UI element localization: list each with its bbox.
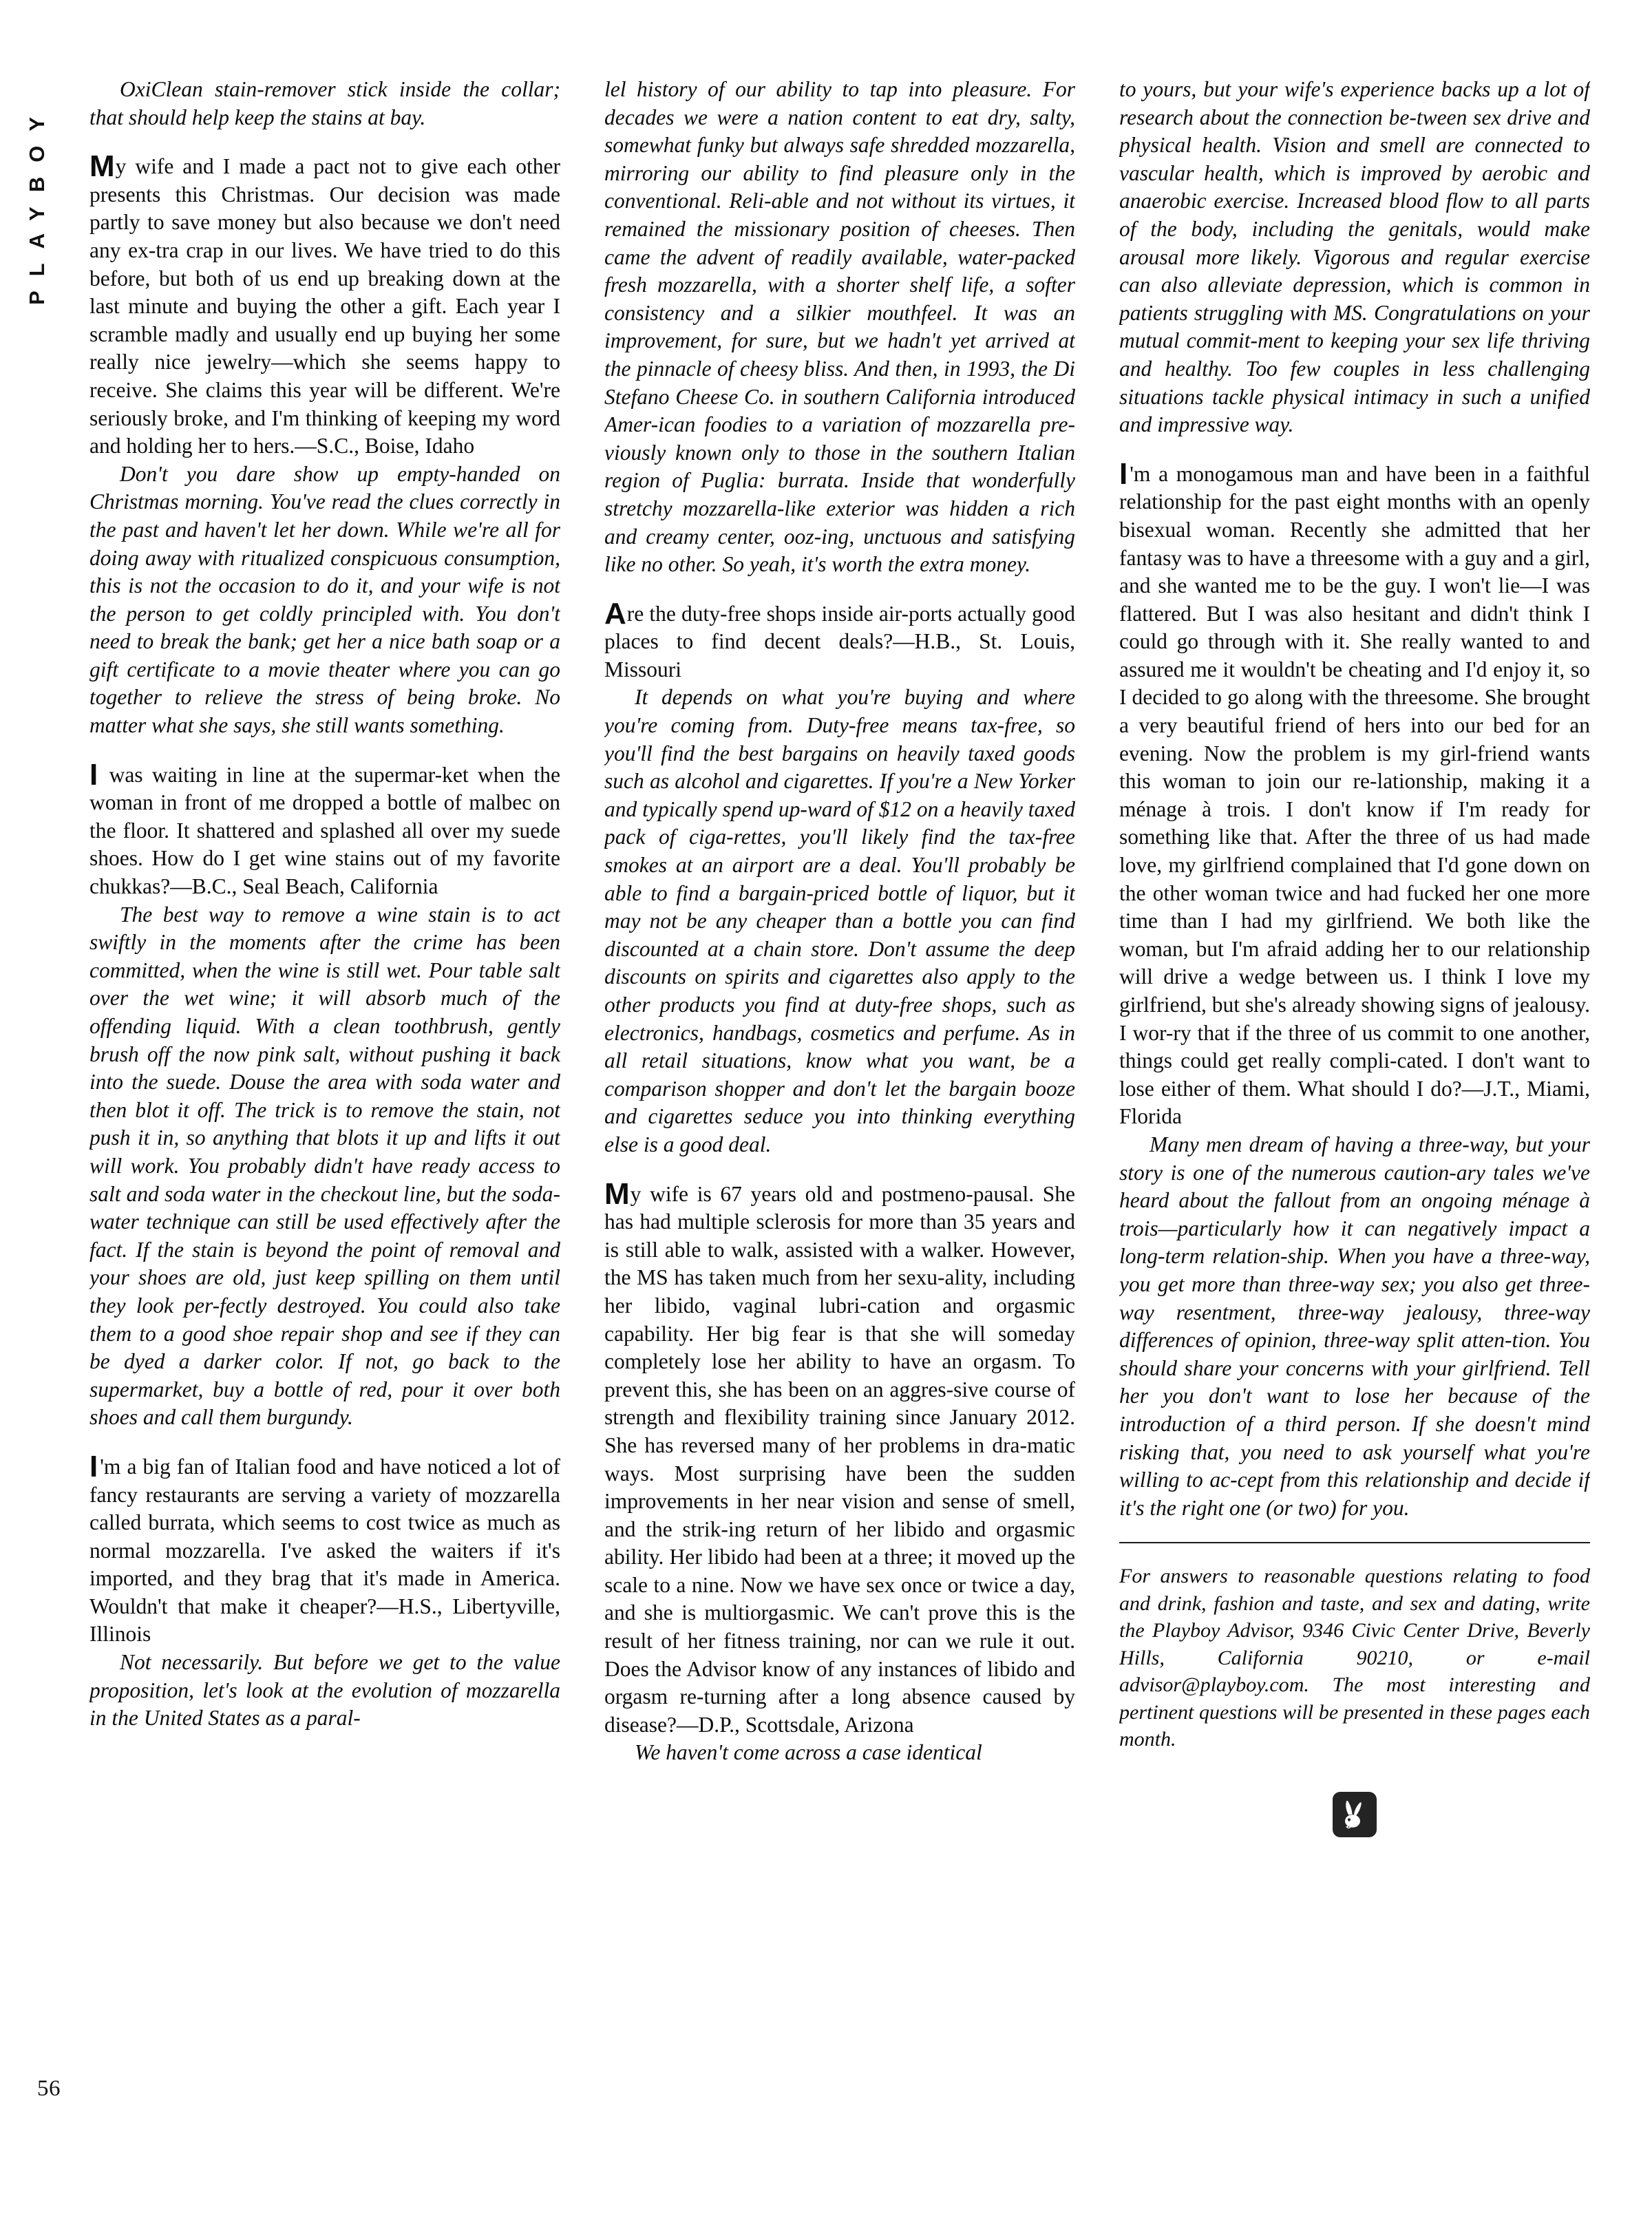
answer-paragraph: It depends on what you're buying and where you're coming from. Duty-free means tax-free, so you'll find the best bargains on heavily taxed goods such as alcohol and cigarettes. If you're a New Yorker and typically spend up-ward of $12 on a heavily taxed pack of ciga-rettes, you'll likely find the tax-free smokes at an airport are a deal. You'll probably be able to find a bargain-priced bottle of liquor, but it may not be any cheaper than a bottle you can find discounted at a chain store. Don't assume the deep discounts on spirits and cigarettes also apply to the other products you find at duty-free shops, such as electronics, handbags, cosmetics and perfume. As in all retail situations, know what you want, be a comparison shopper and don't let the bargain booze and cigarettes seduce you into thinking everything else is a good deal. — [604, 685, 1075, 1156]
article-column-2 — [604, 76, 1075, 2148]
answer-paragraph: The best way to remove a wine stain is to act swiftly in the moments after the crime has been committed, when the wine is still wet. Pour table salt over the wet wine; it will absorb much of the offending liquid. With a clean toothbrush, gently brush off the now pink salt, without pushing it back into the suede. Douse the area with soda water and then blot it off. The trick is to remove the stain, not push it in, so anything that blots it up and lifts it out will work. You probably didn't have ready access to salt and soda water in the checkout line, but the soda-water technique can still be used effectively after the fact. If the stain is beyond the point of removal and your shoes are old, just keep spilling on them until they look per-fectly destroyed. You could also take them to a good shoe repair shop and see if they can be dyed a darker color. If not, go back to the supermarket, buy a bottle of red, pour it over both shoes and call them burgundy. — [89, 902, 560, 1430]
drop-cap: M — [89, 149, 115, 184]
question-letter: My wife is 67 years old and postmeno-pausal. She has had multiple sclerosis for more than 35 years and is still able to walk, assisted with a walker. However, the MS has taken much from her sexu-ality, including her libido, vaginal lubri-cation and orgasmic capability. Her big fear is that she will someday completely lose her ability to have an orgasm. To prevent this, she has been on an aggres-sive course of strength and flexibility training since January 2012. She has reversed many of her problems in dra-matic ways. Most surprising have been the sudden improvements in her near vision and sense of smell, and the strik-ing return of her libido and orgasmic ability. Her libido had been at a three; it moved up the scale to a nine. Now we have sex once or twice a day, and she is multiorgasmic. We can't prove this is the result of her fitness training, nor can we rule it out. Does the Advisor know of any instances of libido and orgasm re-turning after a long absence caused by disease?—D.P., Scottsdale, Arizona — [604, 1176, 1075, 1737]
question-letter: I'm a monogamous man and have been in a faithful relationship for the past eight months with an openly bisexual woman. Recently she admitted that her fantasy was to have a threesome with a guy and a girl, and she wanted me to be the guy. I won't lie—I was flattered. But I was also hesitant and didn't think I could go through with it. She really wanted to and assured me it wouldn't be cheating and I'd enjoy it, so I decided to go along with the threesome. She brought a very beautiful friend of hers into our bed for an evening. Now the problem is my girl-friend wants this woman to join our re-lationship, making it a ménage à trois. I don't know if I'm ready for something like that. After the three of us had made love, my girlfriend complained that I'd gone down on the other woman twice and had fucked her one more time than I had my girlfriend. We both like the woman, but I'm afraid adding her to our relationship will drive a wedge between us. I think I love my girlfriend, but she's already showing signs of jealousy. I wor-ry that if the three of us commit to one another, things could get really compli-cated. I don't want to lose either of them. What should I do?—J.T., Miami, Florida — [1119, 456, 1590, 1129]
answer-paragraph: Many men dream of having a three-way, but your story is one of the numerous caution-ary tales we've heard about the fallout from an ongoing ménage à trois—particularly how it can negatively impact a long-term relation-ship. When you have a three-way, you get more than three-way sex; you also get three-way resentment, three-way jealousy, three-way differences of opinion, three-way split atten-tion. You should share your concerns with your girlfriend. Tell her you don't want to lose her because of the introduction of a third person. If she doesn't mind risking that, you need to ask yourself what you're willing to ac-cept from this relationship and decide if it's the right one (or two) for you. — [1119, 1132, 1590, 1520]
answer-paragraph: We haven't come across a case identical — [635, 1740, 982, 1765]
drop-cap: M — [604, 1176, 630, 1211]
article-columns — [89, 76, 1590, 2148]
article-column-1 — [89, 76, 560, 2148]
article-column-3 — [1119, 76, 1590, 2148]
question-letter: My wife and I made a pact not to give each other presents this Christmas. Our decision was made partly to save money but also because we don't need any ex-tra crap in our lives. We have tried to do this before, but both of us end up breaking down at the last minute and buying the other a gift. Each year I scramble madly and usually end up buying her some really nice jewelry—which she seems happy to receive. She claims this year will be different. We're seriously broke, and I'm thinking of keeping my word and holding her to hers.—S.C., Boise, Idaho — [89, 149, 560, 458]
question-letter: I was waiting in line at the supermar-ket when the woman in front of me dropped a bottle of malbec on the floor. It shattered and splashed all over my suede shoes. How do I get wine stains out of my favorite chukkas?—B.C., Seal Beach, California — [89, 757, 560, 899]
answer-paragraph: OxiClean stain-remover stick inside the collar; that should help keep the stains at bay. — [89, 77, 560, 129]
answer-paragraph: Don't you dare show up empty-handed on Christmas morning. You've read the clues correctly in the past and haven't let her down. While we're all for doing away with ritualized conspicuous consumption, this is not the occasion to do it, and your wife is not the person to get coldly principled with. You don't need to break the bank; get her a nice bath soap or a gift certificate to a movie theater where you can go together to relieve the stress of being broke. No matter what she says, she still wants something. — [89, 461, 560, 738]
playboy-bunny-logo — [1333, 1792, 1377, 1837]
section-divider — [1119, 1542, 1590, 1543]
masthead-label: PLAYBOY — [25, 102, 49, 306]
drop-cap: I — [89, 1449, 98, 1483]
drop-cap: I — [1119, 456, 1128, 491]
page-number: 56 — [37, 2076, 61, 2101]
drop-cap: I — [89, 757, 98, 792]
answer-paragraph: lel history of our ability to tap into pleasure. For decades we were a nation content to eat dry, salty, somewhat funky but always safe shredded mozzarella, mirroring our ability to find pleasure only in the conventional. Reli-able and not without its virtues, it remained the missionary position of cheeses. Then came the advent of readily available, water-packed fresh mozzarella, with a shorter shelf life, a softer consistency and a silkier mouthfeel. It was an improvement, for sure, but we hadn't yet arrived at the pinnacle of cheesy bliss. And then, in 1993, the Di Stefano Cheese Co. in southern California introduced Amer-ican foodies to a variation of mozzarella pre-viously known only to those in the southern Italian region of Puglia: burrata. Inside that wonderfully stretchy mozzarella-like exterior was hidden a rich and creamy center, ooz-ing, unctuous and satisfying like no other. So yeah, it's worth the extra money. — [604, 77, 1075, 577]
magazine-masthead-vertical — [15, 66, 59, 341]
advisor-contact-note: For answers to reasonable questions relating to food and drink, fashion and taste, and sex and dating, write the Playboy Advisor, 9346 Civic Center Drive, Beverly Hills, California 90210, or e-mail advisor@playboy.com. The most interesting and pertinent questions will be presented in these pages each month. — [1119, 1565, 1590, 1751]
answer-paragraph: Not necessarily. But before we get to the value proposition, let's look at the evolution of mozzarella in the United States as a paral- — [89, 1650, 560, 1731]
drop-cap: A — [604, 596, 626, 631]
question-letter: I'm a big fan of Italian food and have noticed a lot of fancy restaurants are serving a variety of mozzarella called burrata, which seems to cost twice as much as normal mozzarella. I've asked the waiters if it's imported, and they brag that it's made in America. Wouldn't that make it cheaper?—H.S., Libertyville, Illinois — [89, 1449, 560, 1647]
question-letter: Are the duty-free shops inside air-ports actually good places to find decent deals?—H.B., St. Louis, Missouri — [604, 596, 1075, 681]
answer-paragraph: to yours, but your wife's experience backs up a lot of research about the connection be-tween sex drive and physical health. Vision and smell are connected to vascular health, which is improved by aerobic and anaerobic exercise. Increased blood flow to all parts of the body, including the genitals, would make arousal more likely. Vigorous and regular exercise can also alleviate depression, which is common in patients struggling with MS. Congratulations on your mutual commit-ment to keeping your sex life thriving and healthy. Too few couples in less challenging situations tackle physical intimacy in such a unified and impressive way. — [1119, 77, 1590, 437]
